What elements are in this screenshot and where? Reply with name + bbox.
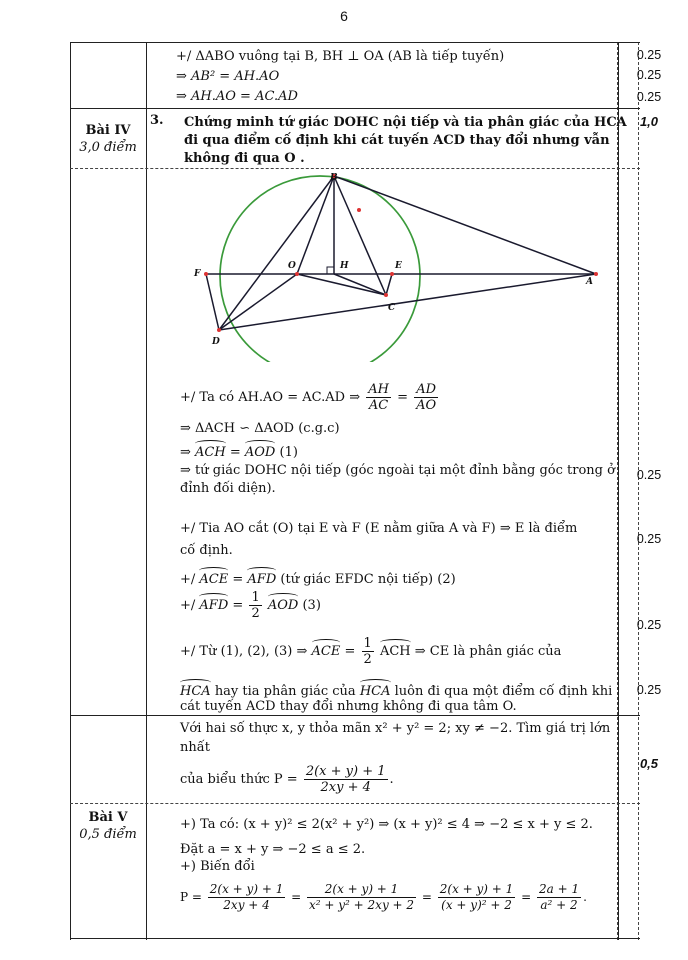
section-points: 0,5 điểm [79, 827, 137, 842]
figure-drawing [176, 172, 604, 362]
step-6: +/ ACE = AFD (tứ giác EFDC nội tiếp) (2) [180, 568, 456, 588]
step-5b: cố định. [180, 543, 233, 558]
segment-df [206, 274, 219, 330]
step-7: +/ AFD = $\frac{1}{2}$ AOD (3) [180, 590, 321, 621]
label-e: E [395, 261, 402, 271]
label-c: C [388, 303, 396, 313]
score: 0.25 [636, 48, 662, 62]
total-score: 1,0 [639, 114, 659, 129]
segment-bd [219, 176, 334, 330]
bai5-answer-3: +) Biến đổi [180, 859, 255, 874]
step-8: +/ Từ (1), (2), (3) ⇒ ACE = $\frac{1}{2}$ ACH ⇒ CE là phân giác của [180, 636, 562, 667]
page-number: 6 [340, 8, 348, 24]
label-d: D [212, 337, 220, 347]
step-3: ⇒ ACH = AOD (1) [180, 441, 298, 461]
question-line-2: đi qua điểm cố định khi cát tuyến ACD thay đổi nhưng vẫn [184, 133, 610, 148]
bai5-answer-4: P = $\frac{2(x + y) + 1}{2xy + 4}$ = $\frac{2(x + y) + 1}{\text{x² + y² + 2xy + 2}}$ = $\frac{2(x + y) + 1}{\text{(x + y)² + 2}}$ = $\frac{2a + 1}{\text{a² + 2}}$ . [180, 882, 587, 912]
section-label: Bài IV [85, 123, 131, 138]
step-10: cát tuyến ACD thay đổi nhưng không đi qua tâm O. [180, 699, 517, 714]
label-f: F [194, 269, 201, 279]
bai5-total: 0,5 [639, 756, 659, 771]
score: 0.25 [636, 90, 662, 104]
part-number: 3. [150, 113, 164, 128]
label-a: A [586, 277, 593, 287]
score: 0.25 [636, 532, 662, 546]
step-4a: ⇒ tứ giác DOHC nội tiếp (góc ngoài tại một đỉnh bằng góc trong ở [180, 463, 615, 478]
bai5-answer-1: +) Ta có: (x + y)² ≤ 2(x² + y²) ⇒ (x + y)² ≤ 4 ⇒ −2 ≤ x + y ≤ 2. [180, 817, 593, 832]
segment-ba [334, 176, 596, 274]
top-line-1: +/ ΔABO vuông tại B, BH ⊥ OA (AB là tiếp tuyến) [176, 49, 505, 64]
bai5-question-3: của biểu thức P = $\frac{2(x + y) + 1}{2xy + 4}$ . [180, 764, 394, 795]
step-1: +/ Ta có AH.AO = AC.AD ⇒ $\frac{AH}{AC}$ = $\frac{AD}{AO}$ [180, 382, 437, 413]
score: 0.25 [636, 618, 662, 632]
bai5-question-2: nhất [180, 740, 210, 755]
score: 0.25 [636, 683, 662, 697]
step-5a: +/ Tia AO cắt (O) tại E và F (E nằm giữa A và F) ⇒ E là điểm [180, 521, 578, 536]
segment-ce [386, 274, 392, 295]
step-9: HCA hay tia phân giác của HCA luôn đi qua một điểm cố định khi [180, 680, 612, 700]
score: 0.25 [636, 468, 662, 482]
top-line-2: ⇒ AB² = AH.AO [176, 69, 280, 84]
section-label: Bài V [88, 810, 128, 825]
label-h: H [340, 261, 349, 271]
score: 0.25 [636, 68, 662, 82]
bai5-answer-2: Đặt a = x + y ⇒ −2 ≤ a ≤ 2. [180, 842, 366, 857]
circle [220, 176, 420, 362]
bai5-question-1: Với hai số thực x, y thỏa mãn x² + y² = 2; xy ≠ −2. Tìm giá trị lớn [180, 721, 611, 736]
step-4b: đỉnh đối diện). [180, 481, 276, 496]
top-line-3: ⇒ AH.AO = AC.AD [176, 89, 298, 104]
section-points: 3,0 điểm [79, 140, 137, 155]
question-line-3: không đi qua O . [184, 151, 305, 166]
segment-bo [297, 176, 334, 274]
label-b: B [330, 173, 338, 183]
label-o: O [288, 261, 296, 271]
step-2: ⇒ ΔACH ∽ ΔAOD (c.g.c) [180, 421, 340, 436]
answer-table [70, 42, 662, 940]
question-line-1: Chứng minh tứ giác DOHC nội tiếp và tia phân giác của HCA [184, 115, 627, 130]
segment-da [219, 274, 596, 330]
segment-do [219, 274, 297, 330]
